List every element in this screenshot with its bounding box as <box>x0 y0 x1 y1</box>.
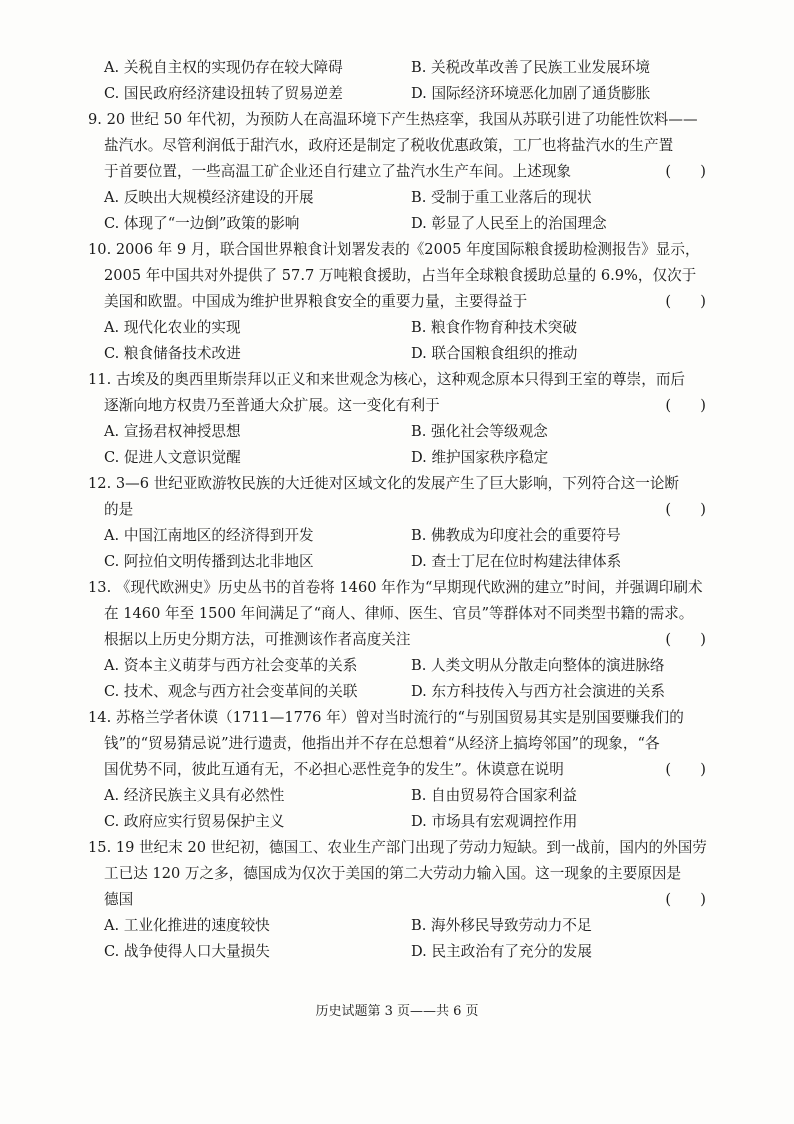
option-b: B. 自由贸易符合国家利益 <box>411 787 577 804</box>
option-b: B. 粮食作物育种技术突破 <box>411 319 577 336</box>
option-d: D. 东方科技传入与西方社会演进的关系 <box>411 683 665 700</box>
question-text: 逐渐向地方权贵乃至普通大众扩展。这一变化有利于 <box>104 397 440 414</box>
question-8-options <box>0 55 794 107</box>
answer-blank: ( ) <box>665 501 706 518</box>
question-text: 在 1460 年至 1500 年间满足了“商人、律师、医生、官员”等群体对不同类型书籍的需求。 <box>104 605 694 622</box>
option-c: C. 体现了“一边倒”政策的影响 <box>104 215 300 232</box>
question-text: 国优势不同，彼此互通有无，不必担心恶性竞争的发生”。休谟意在说明 <box>104 761 564 778</box>
option-c: C. 促进人文意识觉醒 <box>104 449 241 466</box>
option-b: B. 人类文明从分散走向整体的演进脉络 <box>411 657 665 674</box>
option-a: A. 反映出大规模经济建设的开展 <box>104 189 314 206</box>
option-c: C. 政府应实行贸易保护主义 <box>104 813 285 830</box>
option-b: B. 关税改革改善了民族工业发展环境 <box>411 59 650 76</box>
question-text: 11. 古埃及的奥西里斯崇拜以正义和来世观念为核心，这种观念原本只得到王室的尊崇，而后 <box>88 371 686 388</box>
answer-blank: ( ) <box>665 397 706 414</box>
question-9 <box>0 107 794 237</box>
question-10 <box>0 237 794 367</box>
page-footer: 历史试题第 3 页——共 6 页 <box>315 1004 479 1019</box>
option-row <box>0 81 794 107</box>
question-text: 13. 《现代欧洲史》历史丛书的首卷将 1460 年作为“早期现代欧洲的建立”时间，并强调印刷术 <box>88 579 703 596</box>
option-a: A. 宣扬君权神授思想 <box>104 423 241 440</box>
question-text: 德国 <box>104 891 134 908</box>
question-text: 12. 3—6 世纪亚欧游牧民族的大迁徙对区域文化的发展产生了巨大影响，下列符合这一论断 <box>88 475 680 492</box>
question-13 <box>0 575 794 705</box>
answer-blank: ( ) <box>665 163 706 180</box>
option-b: B. 海外移民导致劳动力不足 <box>411 917 592 934</box>
option-d: D. 国际经济环境恶化加剧了通货膨胀 <box>411 85 651 102</box>
question-text: 根据以上历史分期方法，可推测该作者高度关注 <box>104 631 411 648</box>
question-text: 10. 2006 年 9 月，联合国世界粮食计划署发表的《2005 年度国际粮食援助检测报告》显示， <box>88 241 700 258</box>
option-a: A. 资本主义萌芽与西方社会变革的关系 <box>104 657 358 674</box>
answer-blank: ( ) <box>665 761 706 778</box>
question-text: 于首要位置，一些高温工矿企业还自行建立了盐汽水生产车间。上述现象 <box>104 163 572 180</box>
option-row <box>0 55 794 81</box>
option-c: C. 国民政府经济建设扭转了贸易逆差 <box>104 85 343 102</box>
option-d: D. 市场具有宏观调控作用 <box>411 813 578 830</box>
answer-blank: ( ) <box>665 293 706 310</box>
question-text: 的是 <box>104 501 134 518</box>
answer-blank: ( ) <box>665 631 706 648</box>
question-text: 美国和欧盟。中国成为维护世界粮食安全的重要力量，主要得益于 <box>104 293 528 310</box>
question-text: 9. 20 世纪 50 年代初，为预防人在高温环境下产生热痉挛，我国从苏联引进了功能性饮料—— <box>88 111 698 128</box>
option-c: C. 技术、观念与西方社会变革间的关联 <box>104 683 358 700</box>
option-b: B. 佛教成为印度社会的重要符号 <box>411 527 621 544</box>
option-a: A. 工业化推进的速度较快 <box>104 917 270 934</box>
answer-blank: ( ) <box>665 891 706 908</box>
option-a: A. 现代化农业的实现 <box>104 319 241 336</box>
question-text: 14. 苏格兰学者休谟（1711—1776 年）曾对当时流行的“与别国贸易其实是别国要赚我们的 <box>88 709 684 726</box>
option-a: A. 经济民族主义具有必然性 <box>104 787 285 804</box>
option-d: D. 民主政治有了充分的发展 <box>411 943 592 960</box>
option-b: B. 强化社会等级观念 <box>411 423 548 440</box>
question-text: 钱”的“贸易猜忌说”进行遗责，他指出并不存在总想着“从经济上搞垮邻国”的现象，“各 <box>104 735 660 752</box>
option-d: D. 维护国家秩序稳定 <box>411 449 549 466</box>
option-b: B. 受制于重工业落后的现状 <box>411 189 592 206</box>
option-d: D. 联合国粮食组织的推动 <box>411 345 578 362</box>
question-text: 工已达 120 万之多，德国成为仅次于美国的第二大劳动力输入国。这一现象的主要原因是 <box>104 865 682 882</box>
question-text: 15. 19 世纪末 20 世纪初，德国工、农业生产部门出现了劳动力短缺。到一战前，国内的外国劳 <box>88 839 707 856</box>
question-12 <box>0 471 794 575</box>
question-text: 盐汽水。尽管利润低于甜汽水，政府还是制定了税收优惠政策，工厂也将盐汽水的生产置 <box>104 137 674 154</box>
option-d: D. 彰显了人民至上的治国理念 <box>411 215 607 232</box>
question-15 <box>0 835 794 965</box>
question-14 <box>0 705 794 835</box>
option-a: A. 关税自主权的实现仍存在较大障碍 <box>104 59 343 76</box>
option-c: C. 战争使得人口大量损失 <box>104 943 270 960</box>
option-d: D. 查士丁尼在位时构建法律体系 <box>411 553 622 570</box>
option-c: C. 粮食储备技术改进 <box>104 345 241 362</box>
question-11 <box>0 367 794 471</box>
option-a: A. 中国江南地区的经济得到开发 <box>104 527 314 544</box>
option-c: C. 阿拉伯文明传播到达北非地区 <box>104 553 314 570</box>
question-text: 2005 年中国共对外提供了 57.7 万吨粮食援助，占当年全球粮食援助总量的 6.9%，仅次于 <box>104 267 697 284</box>
